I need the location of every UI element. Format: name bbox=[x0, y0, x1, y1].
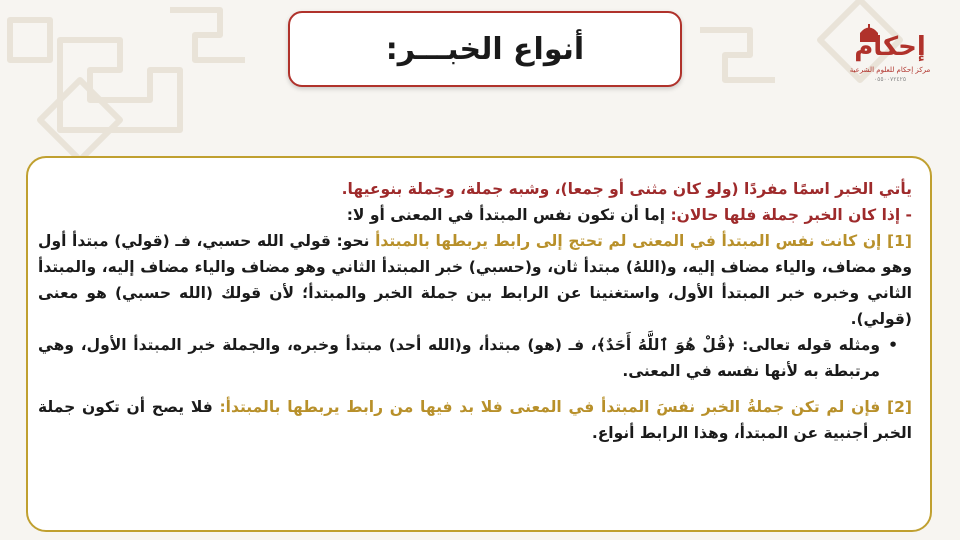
content-text bbox=[24, 158, 930, 446]
bullet-dot-icon: • bbox=[888, 336, 898, 354]
title-box bbox=[288, 11, 682, 87]
logo bbox=[848, 22, 932, 92]
case1-paragraph bbox=[38, 228, 912, 332]
condition-heading: - إذا كان الخبر جملة فلها حالان: bbox=[670, 206, 912, 224]
bullet-text: ومثله قوله تعالى: ﴿قُلْ هُوَ ٱللَّهُ أَحَدٌ﴾، فـ (هو) مبتدأ، و(الله أحد) مبتدأ وخبره، والجملة خبر المبتدأ الأول، وهي مرتبطة به لأنها نفسه في المعنى. bbox=[38, 336, 880, 380]
case2-text: فلا يصح أن تكون جملة الخبر أجنبية عن المبتدأ، وهذا الرابط أنواع. bbox=[38, 398, 912, 442]
case2-heading: [2] فإن لم تكن جملةُ الخبر نفسَ المبتدأ في المعنى فلا بد فيها من رابط يربطها بالمبتدأ: bbox=[219, 398, 913, 416]
case2-paragraph bbox=[38, 394, 912, 446]
case1-heading: [1] إن كانت نفس المبتدأ في المعنى لم تحتج إلى رابط يربطها بالمبتدأ bbox=[375, 232, 912, 250]
content-box bbox=[26, 156, 932, 532]
condition-paragraph bbox=[38, 202, 912, 228]
intro-paragraph bbox=[38, 176, 912, 202]
logo-phone: ٠٥٥٠٠٧٢٤٢٥ bbox=[873, 76, 907, 83]
case1-text: نحو: قولي الله حسبي، فـ (قولي) مبتدأ أول وهو مضاف، والياء مضاف إليه، و(اللهُ) مبتدأ ثان، و(حسبي) خبر المبتدأ الثاني وهو مضاف والياء مضاف إليه، والمبتدأ الثاني وخبره خبر المبتدأ الأول، واستغنينا عن الرابط بين جملة الخبر والمبتدأ؛ لأن قولك (الله حسبي) هو معنى (قولي). bbox=[38, 232, 912, 328]
intro-text: يأتي الخبر اسمًا مفردًا (ولو كان مثنى أو جمعا)، وشبه جملة، وجملة بنوعيها. bbox=[341, 180, 912, 198]
slide-title: أنواع الخبـــر: bbox=[385, 31, 585, 67]
logo-wordmark: إحكام bbox=[854, 32, 926, 62]
logo-subtitle: مركز إحكام للعلوم الشرعية bbox=[849, 66, 931, 74]
condition-text: إما أن تكون نفس المبتدأ في المعنى أو لا: bbox=[346, 206, 671, 224]
list-item bbox=[38, 332, 898, 384]
